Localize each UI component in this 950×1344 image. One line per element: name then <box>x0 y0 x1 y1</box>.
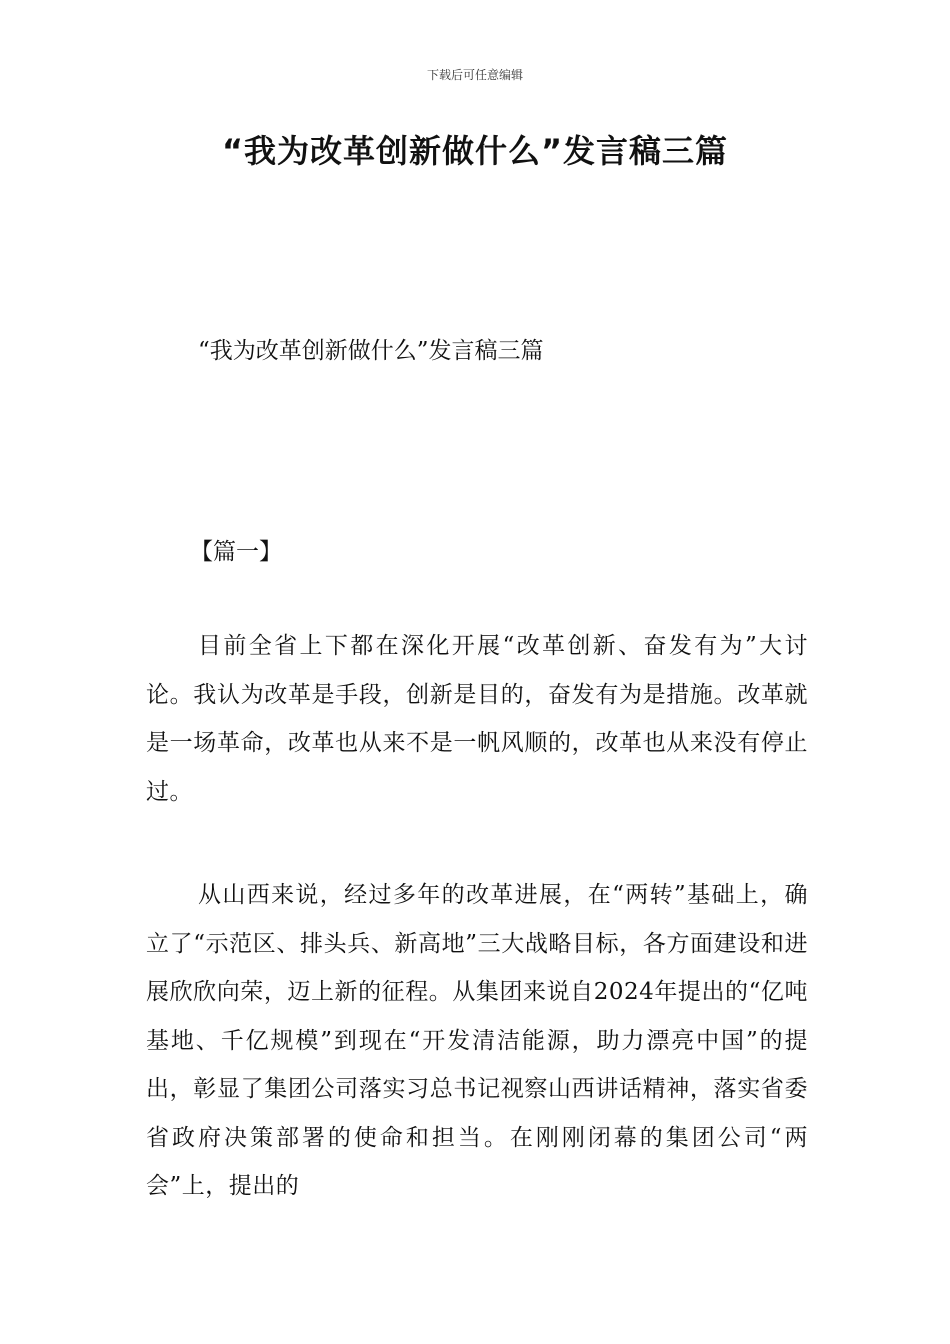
download-note: 下载后可任意编辑 <box>426 68 523 82</box>
body-paragraph: 从山西来说，经过多年的改革进展，在“两转”基础上，确立了“示范区、排头兵、新高地”三大战略目标，各方面建设和进展欣欣向荣，迈上新的征程。从集团来说自2024年提出的“亿吨基地、千亿规模”到现在“开发清洁能源，助力漂亮中国”的提出，彰显了集团公司落实习总书记视察山西讲话精神，落实省委省政府决策部署的使命和担当。在刚刚闭幕的集团公司“两会”上，提出的 <box>146 882 808 1199</box>
document-subtitle: “我为改革创新做什么”发言稿三篇 <box>198 338 544 364</box>
document-title: “我为改革创新做什么”发言稿三篇 <box>221 132 729 170</box>
section-heading: 【篇一】 <box>190 539 282 565</box>
body-paragraph: 目前全省上下都在深化开展“改革创新、奋发有为”大讨论。我认为改革是手段，创新是目的，奋发有为是措施。改革就是一场革命，改革也从来不是一帆风顺的，改革也从来没有停止过。 <box>146 633 808 805</box>
